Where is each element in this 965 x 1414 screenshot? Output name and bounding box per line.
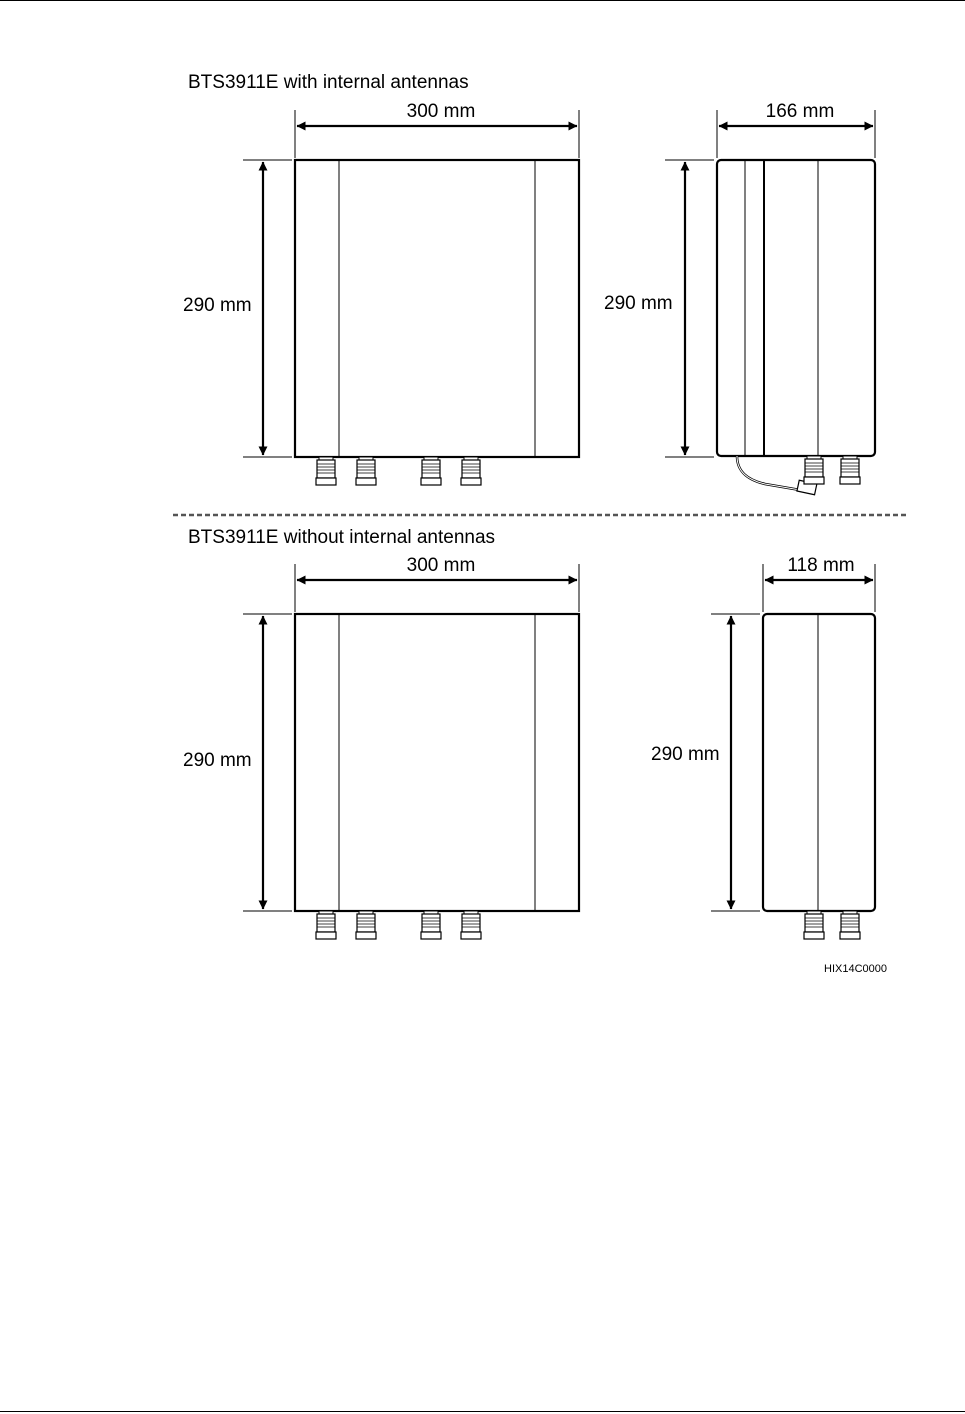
side-height-label: 290 mm xyxy=(604,293,673,314)
front-height-label: 290 mm xyxy=(183,750,252,771)
side-height-label: 290 mm xyxy=(651,744,720,765)
connector-icon xyxy=(461,457,481,485)
connector-icon xyxy=(840,456,860,484)
figure-code: HIX14C0000 xyxy=(824,963,887,975)
side-width-label: 166 mm xyxy=(765,101,835,122)
connector-icon xyxy=(356,457,376,485)
connector-icon xyxy=(804,911,824,939)
section-with-antennas xyxy=(180,72,875,495)
section-title: BTS3911E without internal antennas xyxy=(188,527,496,548)
connector-icon xyxy=(840,911,860,939)
front-height-label: 290 mm xyxy=(183,295,252,316)
connector-icon xyxy=(356,911,376,939)
connector-icon xyxy=(421,457,441,485)
side-view xyxy=(602,101,875,495)
section-title: BTS3911E with internal antennas xyxy=(188,72,469,93)
connector-icon xyxy=(804,456,824,484)
front-width-label: 300 mm xyxy=(406,101,476,122)
section-without-antennas xyxy=(180,527,875,939)
side-width-label: 118 mm xyxy=(787,555,855,576)
front-view xyxy=(180,101,579,485)
connector-icon xyxy=(461,911,481,939)
connector-icon xyxy=(421,911,441,939)
front-width-label: 300 mm xyxy=(406,555,476,576)
front-view xyxy=(180,555,579,939)
connector-icon xyxy=(316,457,336,485)
side-view xyxy=(649,555,875,939)
connector-icon xyxy=(316,911,336,939)
